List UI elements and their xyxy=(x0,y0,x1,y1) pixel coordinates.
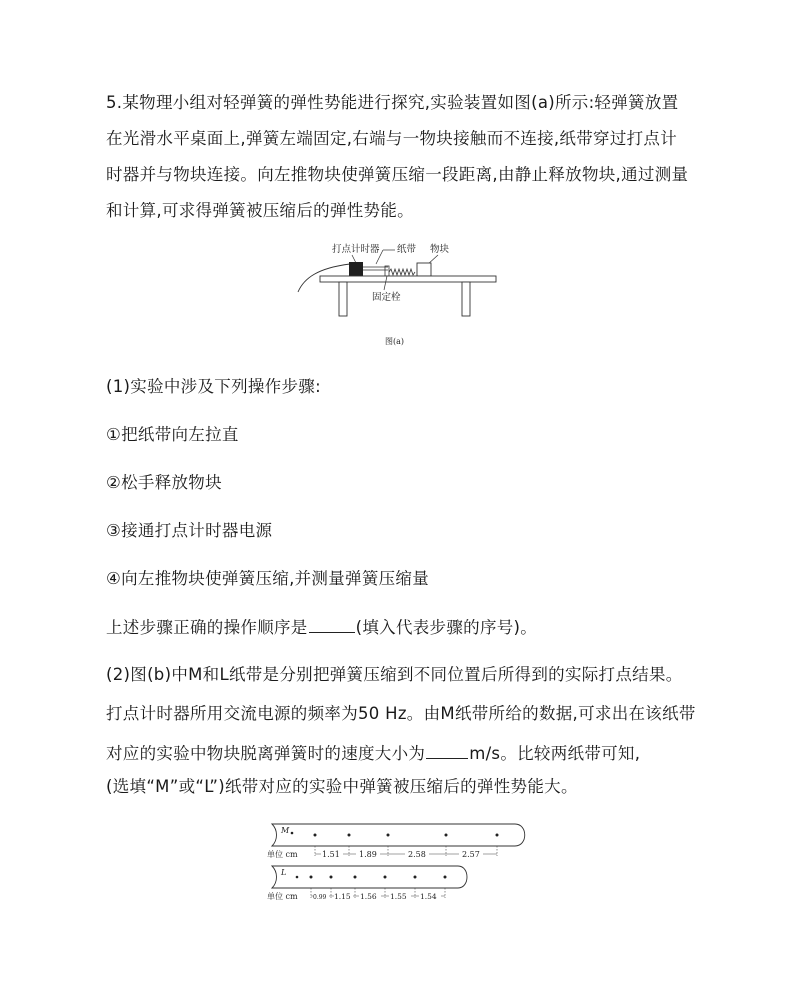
tape-m-value-2: 1.89 xyxy=(359,850,377,859)
part2-line-4: (选填“M”或“L”)纸带对应的实验中弹簧被压缩后的弹性势能大。 xyxy=(106,777,578,796)
label-timer: 打点计时器 xyxy=(332,244,380,255)
tape-l-value-4: 1.55 xyxy=(390,892,407,901)
part2-line-3-pre: 对应的实验中物块脱离弹簧时的速度大小为 xyxy=(106,744,426,763)
tape-m-value-1: 1.51 xyxy=(322,850,340,859)
intro-line-4: 和计算,可求得弹簧被压缩后的弹性势能。 xyxy=(106,201,414,220)
part1-question xyxy=(106,616,537,639)
answer-blank-1[interactable] xyxy=(309,616,355,633)
tape-l-label: L xyxy=(281,868,287,877)
step-3: ③接通打点计时器电源 xyxy=(106,521,273,540)
tape-m-label: M xyxy=(281,826,290,835)
tape-l-value-1: 0.99 xyxy=(313,894,327,901)
tape-m-value-3: 2.58 xyxy=(408,850,426,859)
part2-line-3 xyxy=(106,742,640,765)
step-1: ①把纸带向左拉直 xyxy=(106,425,239,444)
tape-m-unit: 单位 cm xyxy=(267,850,298,859)
intro-line-1: 5.某物理小组对轻弹簧的弹性势能进行探究,实验装置如图(a)所示:轻弹簧放置 xyxy=(106,93,679,112)
tape-l-value-3: 1.56 xyxy=(360,892,377,901)
table-top xyxy=(320,276,496,282)
part1-question-post: (填入代表步骤的序号)。 xyxy=(355,618,538,637)
label-bolt: 固定栓 xyxy=(372,292,401,303)
part2-line-2: 打点计时器所用交流电源的频率为50 Hz。由M纸带所给的数据,可求出在该纸带 xyxy=(106,704,696,723)
intro-line-3: 时器并与物块连接。向左推物块使弹簧压缩一段距离,由静止释放物块,通过测量 xyxy=(106,165,689,184)
tape-m xyxy=(267,824,525,859)
part1-question-pre: 上述步骤正确的操作顺序是 xyxy=(106,618,308,637)
tape-m-value-4: 2.57 xyxy=(462,850,480,859)
figure-a-apparatus xyxy=(0,236,794,356)
tape-l-value-2: 1.15 xyxy=(334,892,351,901)
label-tape: 纸带 xyxy=(397,244,417,255)
intro-line-2: 在光滑水平桌面上,弹簧左端固定,右端与一物块接触而不连接,纸带穿过打点计 xyxy=(106,129,678,148)
tape-l-unit: 单位 cm xyxy=(267,892,298,901)
tape-l xyxy=(267,866,467,901)
part1-intro: (1)实验中涉及下列操作步骤: xyxy=(106,377,321,396)
tape-l-value-5: 1.54 xyxy=(420,892,437,901)
step-4: ④向左推物块使弹簧压缩,并测量弹簧压缩量 xyxy=(106,569,430,588)
spring xyxy=(389,269,415,275)
step-2: ②松手释放物块 xyxy=(106,473,222,492)
figure-b-tapes xyxy=(0,818,794,908)
answer-blank-2[interactable] xyxy=(426,742,468,759)
figure-a-caption: 图(a) xyxy=(385,337,405,346)
part2-line-1: (2)图(b)中M和L纸带是分别把弹簧压缩到不同位置后所得到的实际打点结果。 xyxy=(106,665,683,684)
label-block: 物块 xyxy=(430,244,450,255)
timer-box xyxy=(349,262,363,276)
block xyxy=(417,263,431,276)
part2-line-3-post: m/s。比较两纸带可知, xyxy=(469,744,641,763)
